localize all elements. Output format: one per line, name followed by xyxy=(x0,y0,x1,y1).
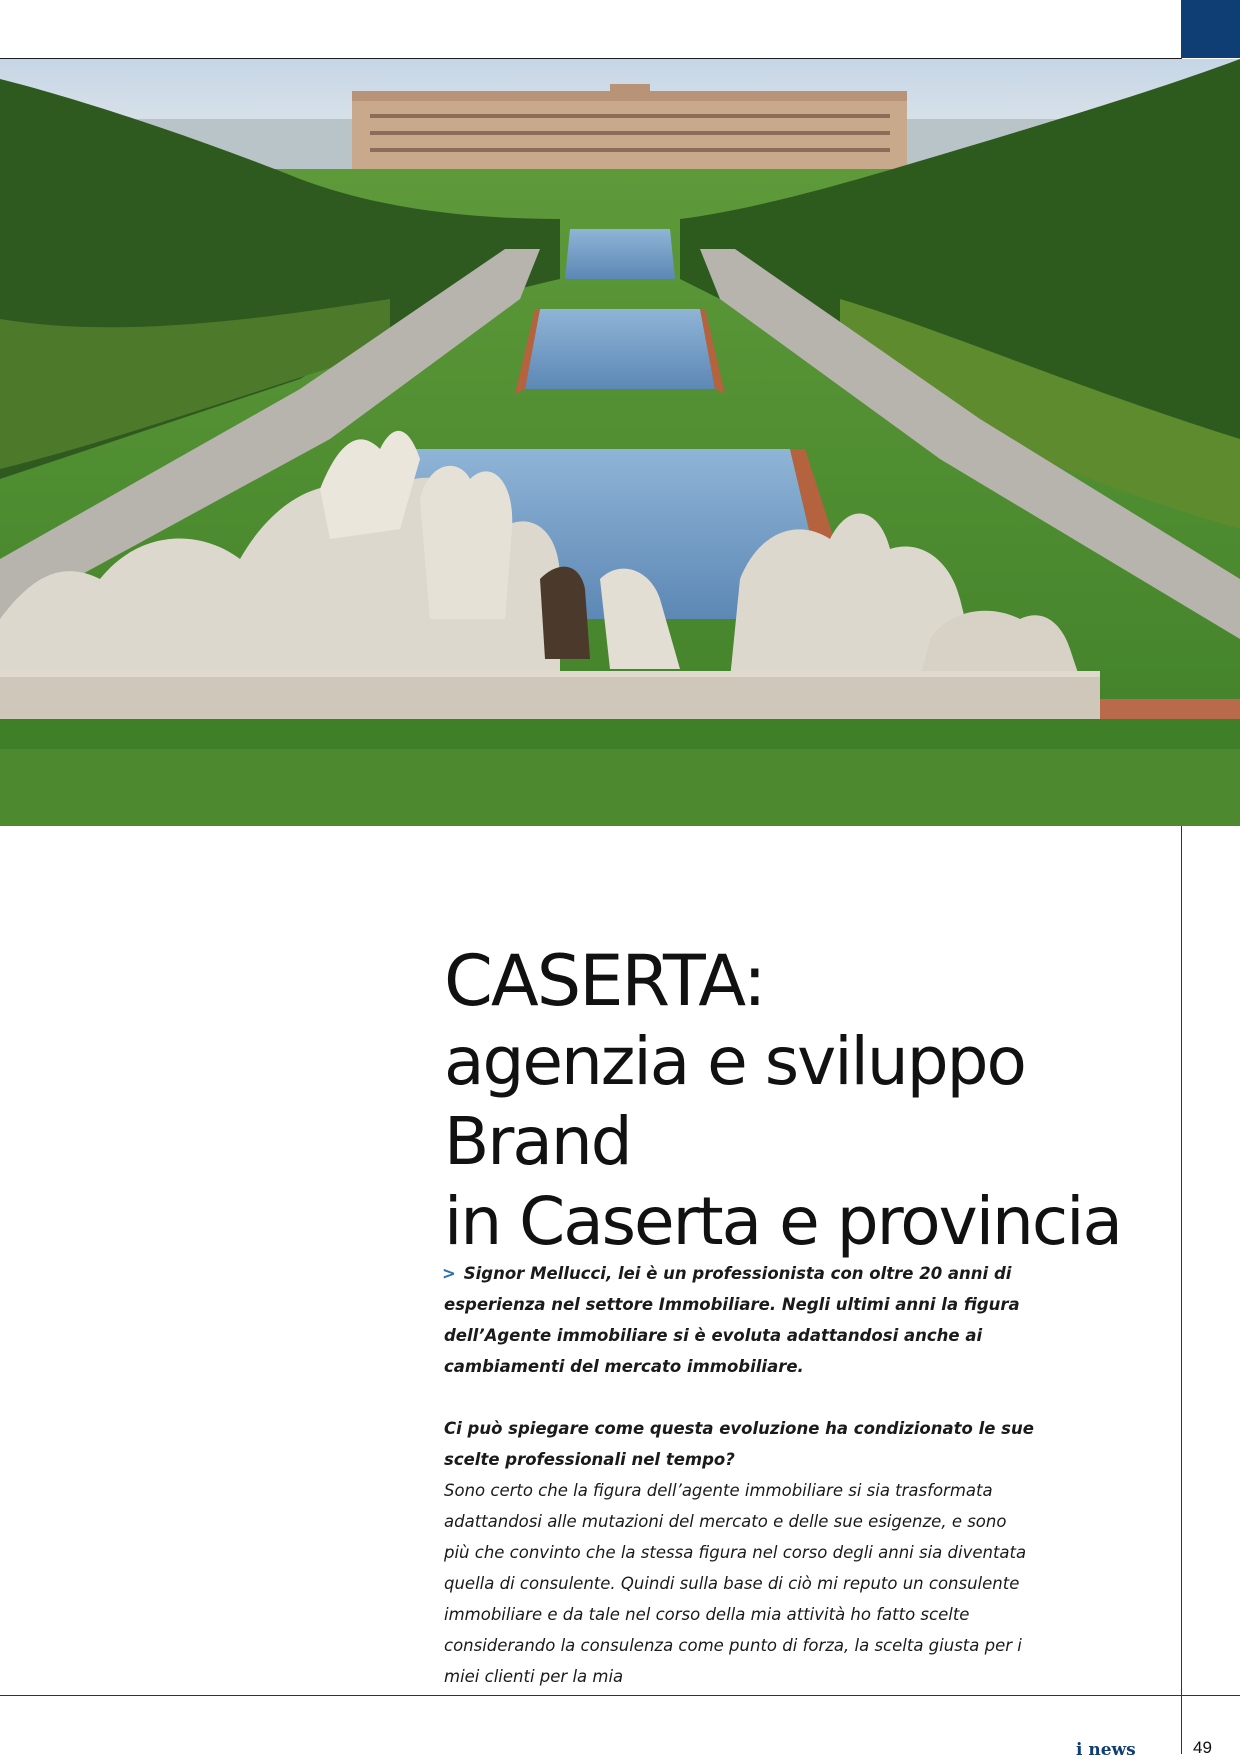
article-headline xyxy=(444,940,1174,1262)
bottom-rule xyxy=(0,1695,1240,1696)
page-number: 49 xyxy=(1193,1738,1212,1757)
second-question: Ci può spiegare come questa evoluzione ha condizionato le sue scelte professionali nel tempo? xyxy=(444,1419,1034,1469)
headline-line-3: in Caserta e provincia xyxy=(444,1183,1121,1260)
headline-line-2: agenzia e sviluppo Brand xyxy=(444,1023,1025,1180)
intro-question-text: Signor Mellucci, lei è un professionista con oltre 20 anni di esperienza nel settore Immobiliare. Negli ultimi anni la figura dell’Agente immobiliare si è evoluta adattandosi anche ai cambiamenti del mercato immobiliare. xyxy=(444,1264,1020,1376)
chevron-right-icon: > xyxy=(442,1264,456,1283)
intro-question xyxy=(444,1258,1034,1382)
headline-line-1: CASERTA: xyxy=(444,940,765,1022)
second-answer: Sono certo che la figura dell’agente immobiliare si sia trasformata adattandosi alle mutazioni del mercato e delle sue esigenze, e sono più che convinto che la stessa figura nel corso degli anni sia diventata quella di consulente. Quindi sulla base di ciò mi reputo un consulente immobiliare e da tale nel corso della mia attività ho fatto scelte considerando la consulenza come punto di forza, la scelta giusta per i miei clienti per la mia xyxy=(444,1481,1027,1686)
article-body xyxy=(444,1258,1034,1692)
corner-color-tab xyxy=(1181,0,1240,58)
paragraph-gap xyxy=(444,1382,1034,1413)
magazine-brand: i news xyxy=(1076,1740,1136,1760)
reggia-caserta-photo xyxy=(0,59,1240,826)
